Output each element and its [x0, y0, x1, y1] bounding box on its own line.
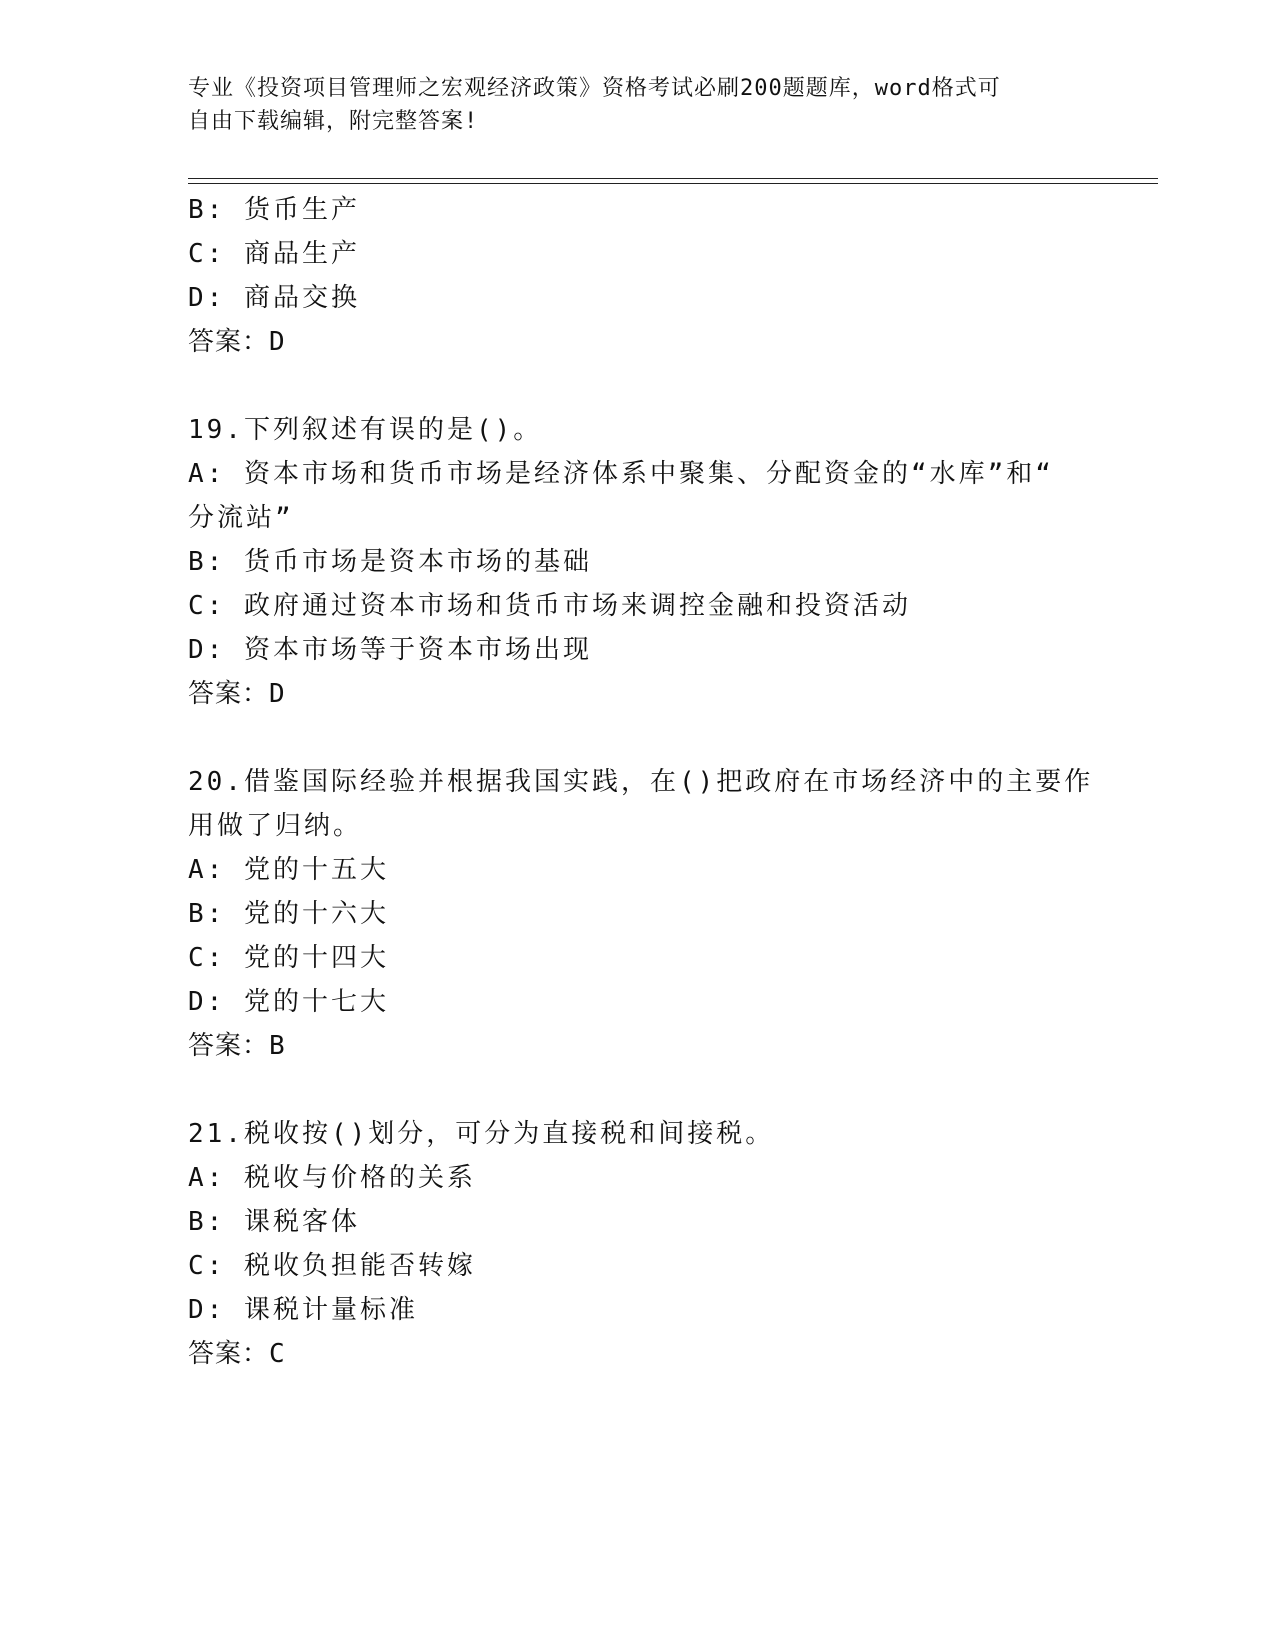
q21-answer: 答案：C: [188, 1339, 286, 1369]
q21-option-a: A: 税收与价格的关系: [188, 1163, 476, 1193]
q19-question: 19.下列叙述有误的是()。: [188, 415, 543, 445]
header-rule-top: [188, 178, 1158, 179]
q20-option-d: D: 党的十七大: [188, 987, 389, 1017]
q18-answer: 答案：D: [188, 327, 286, 357]
q20-answer: 答案：B: [188, 1031, 286, 1061]
q19-option-a-line1: A: 资本市场和货币市场是经济体系中聚集、分配资金的“水库”和“: [188, 459, 1054, 489]
q20-option-c: C: 党的十四大: [188, 943, 389, 973]
q19-answer: 答案：D: [188, 679, 286, 709]
q18-option-c: C: 商品生产: [188, 239, 360, 269]
header-line-1: 专业《投资项目管理师之宏观经济政策》资格考试必刷200题题库，word格式可: [188, 76, 1001, 101]
q21-question: 21.税收按()划分，可分为直接税和间接税。: [188, 1119, 775, 1149]
q19-option-a-line2: 分流站”: [188, 503, 294, 533]
header-rule-bottom: [188, 183, 1158, 184]
q20-option-a: A: 党的十五大: [188, 855, 389, 885]
q18-option-b: B: 货币生产: [188, 195, 360, 225]
document-header: [188, 72, 1068, 138]
q21-option-c: C: 税收负担能否转嫁: [188, 1251, 476, 1281]
q20-option-b: B: 党的十六大: [188, 899, 389, 929]
q18-option-d: D: 商品交换: [188, 283, 360, 313]
q19-option-b: B: 货币市场是资本市场的基础: [188, 547, 592, 577]
q21-option-d: D: 课税计量标准: [188, 1295, 418, 1325]
q21-option-b: B: 课税客体: [188, 1207, 360, 1237]
q19-option-d: D: 资本市场等于资本市场出现: [188, 635, 592, 665]
header-line-2: 自由下载编辑，附完整答案!: [188, 109, 479, 134]
q20-question-line2: 用做了归纳。: [188, 811, 363, 841]
q20-question-line1: 20.借鉴国际经验并根据我国实践，在()把政府在市场经济中的主要作: [188, 767, 1094, 797]
q19-option-c: C: 政府通过资本市场和货币市场来调控金融和投资活动: [188, 591, 911, 621]
